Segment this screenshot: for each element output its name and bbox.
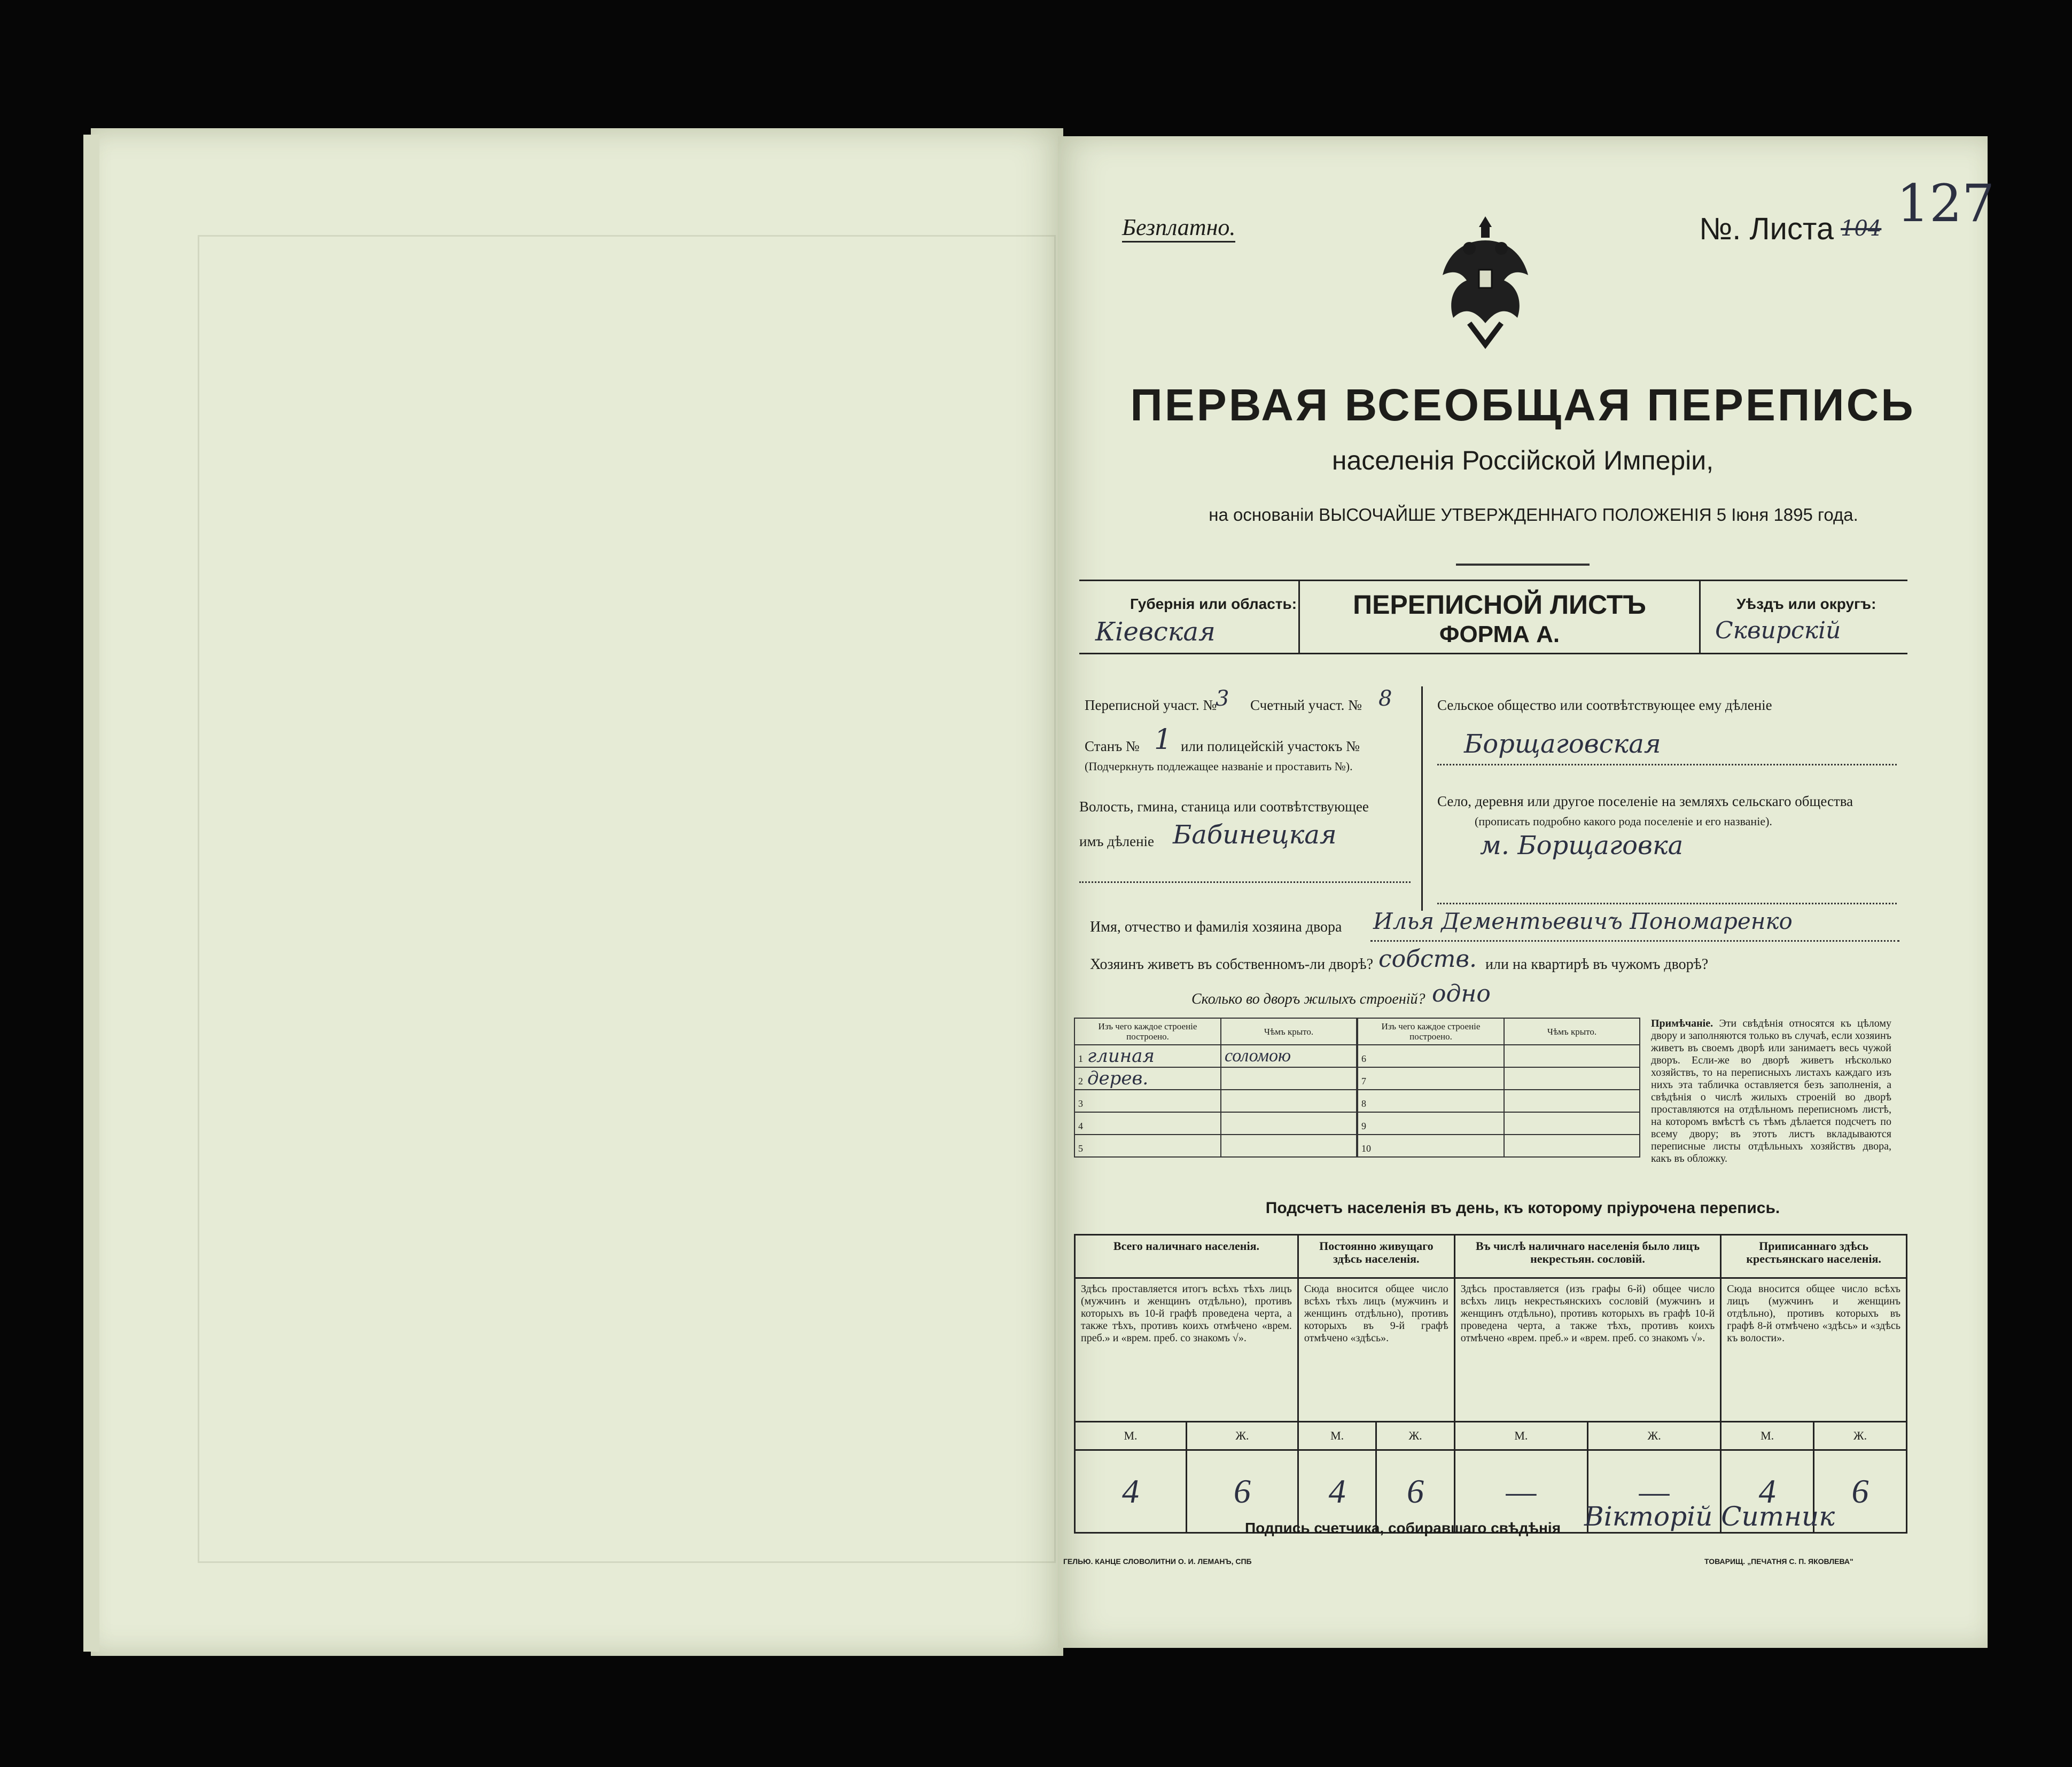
population-column-title: Въ числѣ наличнаго населенія было лицъ некрестьян. сословій. [1454, 1235, 1720, 1278]
building-row [1358, 1090, 1640, 1112]
female-count: — [1588, 1450, 1721, 1533]
form-title: ПЕРЕПИСНОЙ ЛИСТЪ [1353, 590, 1646, 620]
male-count: — [1454, 1450, 1587, 1533]
building-roof-value [1504, 1135, 1640, 1157]
building-row-number: 8 [1361, 1098, 1366, 1109]
building-roof-value [1504, 1067, 1640, 1090]
volost-extra-line [1079, 881, 1411, 883]
building-material-cell [1358, 1135, 1504, 1157]
building-material-cell [1074, 1135, 1221, 1157]
village-note: (прописать подробно какого рода поселеніе и его названіе). [1475, 815, 1772, 828]
building-roof-value: соломою [1221, 1045, 1357, 1067]
building-roof-value [1221, 1135, 1357, 1157]
male-subheader: М. [1298, 1422, 1376, 1450]
building-roof-value [1221, 1112, 1357, 1135]
female-count: 6 [1814, 1450, 1907, 1533]
population-column-description: Здѣсь проставляется итогъ всѣхъ тѣхъ лицъ (мужчинъ и женщинъ отдѣльно), противъ которыхъ въ 10-й графѣ проведена черта, а также тѣхъ, противъ коихъ отмѣчено «врем. преб.» и «врем. преб. со знакомъ √». [1075, 1278, 1298, 1422]
village-label: Село, деревня или другое поселеніе на земляхъ сельскаго общества [1437, 793, 1853, 809]
building-row-number: 3 [1078, 1098, 1083, 1109]
female-subheader: Ж. [1814, 1422, 1907, 1450]
building-row-number: 4 [1078, 1121, 1083, 1131]
free-label: Безплатно. [1122, 214, 1235, 243]
population-column-description: Здѣсь проставляется (изъ графы 6-й) общее число всѣхъ лицъ некрестьянскихъ сословій (мужчинъ и женщинъ отдѣльно), противъ которыхъ въ графѣ 10-й проведена черта, а также тѣхъ, противъ коихъ отмѣчено «врем. преб.» и «врем. преб. со знакомъ √». [1454, 1278, 1720, 1422]
note-lead: Примѣчаніе. [1651, 1018, 1713, 1029]
female-subheader: Ж. [1376, 1422, 1454, 1450]
population-column-title: Постоянно живущаго здѣсь населенія. [1298, 1235, 1454, 1278]
building-row [1074, 1112, 1357, 1135]
building-material-cell [1074, 1067, 1221, 1090]
main-title: ПЕРВАЯ ВСЕОБЩАЯ ПЕРЕПИСЬ [1130, 380, 1915, 430]
volost-label-2: имъ дѣленіе [1079, 833, 1155, 849]
building-row [1358, 1045, 1640, 1067]
buildings-count-value: одно [1432, 980, 1491, 1007]
col-roof-header: Чѣмъ крыто. [1221, 1018, 1357, 1045]
building-material-cell [1358, 1090, 1504, 1112]
building-row [1074, 1067, 1357, 1090]
owner-lives-label: Хозяинъ живетъ въ собственномъ-ли дворѣ? [1090, 956, 1374, 973]
building-row [1074, 1135, 1357, 1157]
district-label: Уѣздъ или округъ: [1736, 596, 1876, 612]
census-district-value: 3 [1216, 686, 1229, 711]
stan-label: Станъ № [1085, 738, 1140, 754]
page-edge [83, 135, 99, 1652]
population-column-description: Сюда вносится общее число всѣхъ лицъ (мужчинъ и женщинъ отдѣльно), противъ которыхъ въ графѣ 8-й отмѣчено «здѣсь» и «здѣсь къ волости». [1721, 1278, 1907, 1422]
village-line [1437, 903, 1897, 904]
col-roof-header: Чѣмъ крыто. [1504, 1018, 1640, 1045]
building-row-number: 5 [1078, 1143, 1083, 1154]
owner-lives-label-2: или на квартирѣ въ чужомъ дворѣ? [1485, 956, 1709, 973]
subtitle: населенія Россійской Имперіи, [1331, 445, 1714, 475]
enumerator-signature: Вікторій Ситник [1584, 1501, 1835, 1532]
population-heading: Подсчетъ населенія въ день, къ которому пріурочена перепись. [1265, 1199, 1780, 1217]
building-material-cell [1074, 1112, 1221, 1135]
province-label: Губернія или область: [1130, 596, 1297, 612]
population-table [1074, 1234, 1907, 1534]
legal-basis: на основаніи ВЫСОЧАЙШЕ УТВЕРЖДЕННАГО ПОЛОЖЕНІЯ 5 Іюня 1895 года. [1209, 505, 1858, 525]
col-material-header: Изъ чего каждое строеніе построено. [1074, 1018, 1221, 1045]
left-page [91, 128, 1063, 1656]
province-value: Кіевская [1095, 617, 1216, 647]
male-count: 4 [1721, 1450, 1814, 1533]
population-column-title: Приписаннаго здѣсь крестьянскаго населенія. [1721, 1235, 1907, 1278]
male-count: 4 [1298, 1450, 1376, 1533]
building-material-cell [1358, 1045, 1504, 1067]
building-row-number: 9 [1361, 1121, 1366, 1131]
buildings-count-label: Сколько во дворъ жилыхъ строеній? [1191, 991, 1426, 1007]
census-district-label: Переписной участ. № [1085, 697, 1217, 713]
owner-name-value: Илья Дементьевичъ Пономаренко [1373, 908, 1793, 934]
male-count: 4 [1075, 1450, 1187, 1533]
building-roof-value [1221, 1067, 1357, 1090]
police-note: (Подчеркнуть подлежащее названіе и проставить №). [1085, 760, 1353, 773]
buildings-note [1651, 1018, 1891, 1165]
female-count: 6 [1186, 1450, 1298, 1533]
building-roof-value [1504, 1045, 1640, 1067]
society-label: Сельское общество или соотвѣтствующее ему дѣленіе [1437, 697, 1772, 713]
field-column-divider [1421, 686, 1423, 911]
police-label: или полицейскій участокъ № [1181, 738, 1360, 754]
society-line [1437, 764, 1897, 765]
census-form-page [1058, 136, 1995, 1648]
owner-lives-value: собств. [1378, 945, 1477, 973]
note-text: Эти свѣдѣнія относятся къ цѣлому двору и заполняются только въ случаѣ, если хозяинъ живетъ въ своемъ дворѣ или занимаетъ весь чужой дворъ. Если-же во дворѣ живетъ нѣсколько хозяйствъ, то на переписныхъ листахъ каждаго изъ нихъ эта табличка оставляется безъ заполненія, а свѣдѣнія о числѣ жилыхъ строеній во дворѣ проставляются на отдѣльномъ переписномъ листѣ, на которомъ вмѣстѣ съ тѣмъ дѣлается подсчетъ по всему двору; въ этотъ листъ вкладываются переписные листы отдѣльныхъ хозяйствъ двора, какъ въ обложку. [1651, 1018, 1892, 1164]
double-eagle-emblem [1432, 211, 1539, 350]
society-value: Борщаговская [1464, 729, 1661, 759]
stan-value: 1 [1154, 724, 1172, 756]
building-roof-value [1504, 1090, 1640, 1112]
building-row-number: 2 [1078, 1076, 1083, 1086]
buildings-table-right [1357, 1018, 1640, 1158]
building-material-cell [1358, 1067, 1504, 1090]
female-subheader: Ж. [1588, 1422, 1721, 1450]
building-roof-value [1504, 1112, 1640, 1135]
building-row [1074, 1045, 1357, 1067]
printer-right: ТОВАРИЩ. „ПЕЧАТНЯ С. П. ЯКОВЛЕВА" [1704, 1557, 1853, 1566]
count-district-value: 8 [1378, 686, 1392, 711]
male-subheader: М. [1075, 1422, 1187, 1450]
building-material-cell [1074, 1045, 1221, 1067]
building-row [1358, 1135, 1640, 1157]
male-subheader: М. [1454, 1422, 1587, 1450]
building-material-value: глиная [1087, 1045, 1155, 1067]
sheet-number-label: №. Листа [1699, 212, 1834, 246]
population-column-title: Всего наличнаго населенія. [1075, 1235, 1298, 1278]
building-row [1358, 1067, 1640, 1090]
building-material-cell [1074, 1090, 1221, 1112]
form-subtitle: ФОРМА А. [1439, 621, 1560, 647]
building-row-number: 10 [1361, 1143, 1371, 1154]
building-row [1358, 1112, 1640, 1135]
form-header-box [1079, 580, 1907, 654]
col-material-header: Изъ чего каждое строеніе построено. [1358, 1018, 1504, 1045]
building-material-value: дерев. [1087, 1068, 1149, 1089]
sheet-number-value: 104 [1841, 216, 1882, 241]
buildings-table-left [1074, 1018, 1357, 1158]
ornament-divider [1456, 564, 1590, 566]
building-roof-value [1221, 1090, 1357, 1112]
bleed-through-frame [198, 235, 1056, 1563]
building-row [1074, 1090, 1357, 1112]
male-subheader: М. [1721, 1422, 1814, 1450]
building-row-number: 6 [1361, 1053, 1366, 1064]
count-district-label: Счетный участ. № [1250, 697, 1362, 713]
female-count: 6 [1376, 1450, 1454, 1533]
building-material-cell [1358, 1112, 1504, 1135]
signature-label: Подпись счетчика, собиравшаго свѣдѣнія [1245, 1520, 1561, 1536]
female-subheader: Ж. [1186, 1422, 1298, 1450]
building-row-number: 7 [1361, 1076, 1366, 1086]
building-row-number: 1 [1078, 1053, 1083, 1064]
archive-folio-number: 127 [1897, 174, 1995, 233]
printer-left: ГЕЛЬЮ. КАНЦЕ СЛОВОЛИТНИ О. И. ЛЕМАНЪ, СПБ [1063, 1557, 1252, 1566]
owner-name-line [1370, 940, 1899, 942]
volost-label-1: Волость, гмина, станица или соотвѣтствующее [1079, 799, 1369, 815]
district-value: Сквирскій [1715, 617, 1841, 644]
population-column-description: Сюда вносится общее число всѣхъ тѣхъ лицъ (мужчинъ и женщинъ отдѣльно), противъ которыхъ въ 9-й графѣ отмѣчено «здѣсь». [1298, 1278, 1454, 1422]
owner-name-label: Имя, отчество и фамилія хозяина двора [1090, 919, 1342, 935]
volost-value: Бабинецкая [1173, 820, 1337, 850]
village-value: м. Борщаговка [1480, 831, 1684, 861]
